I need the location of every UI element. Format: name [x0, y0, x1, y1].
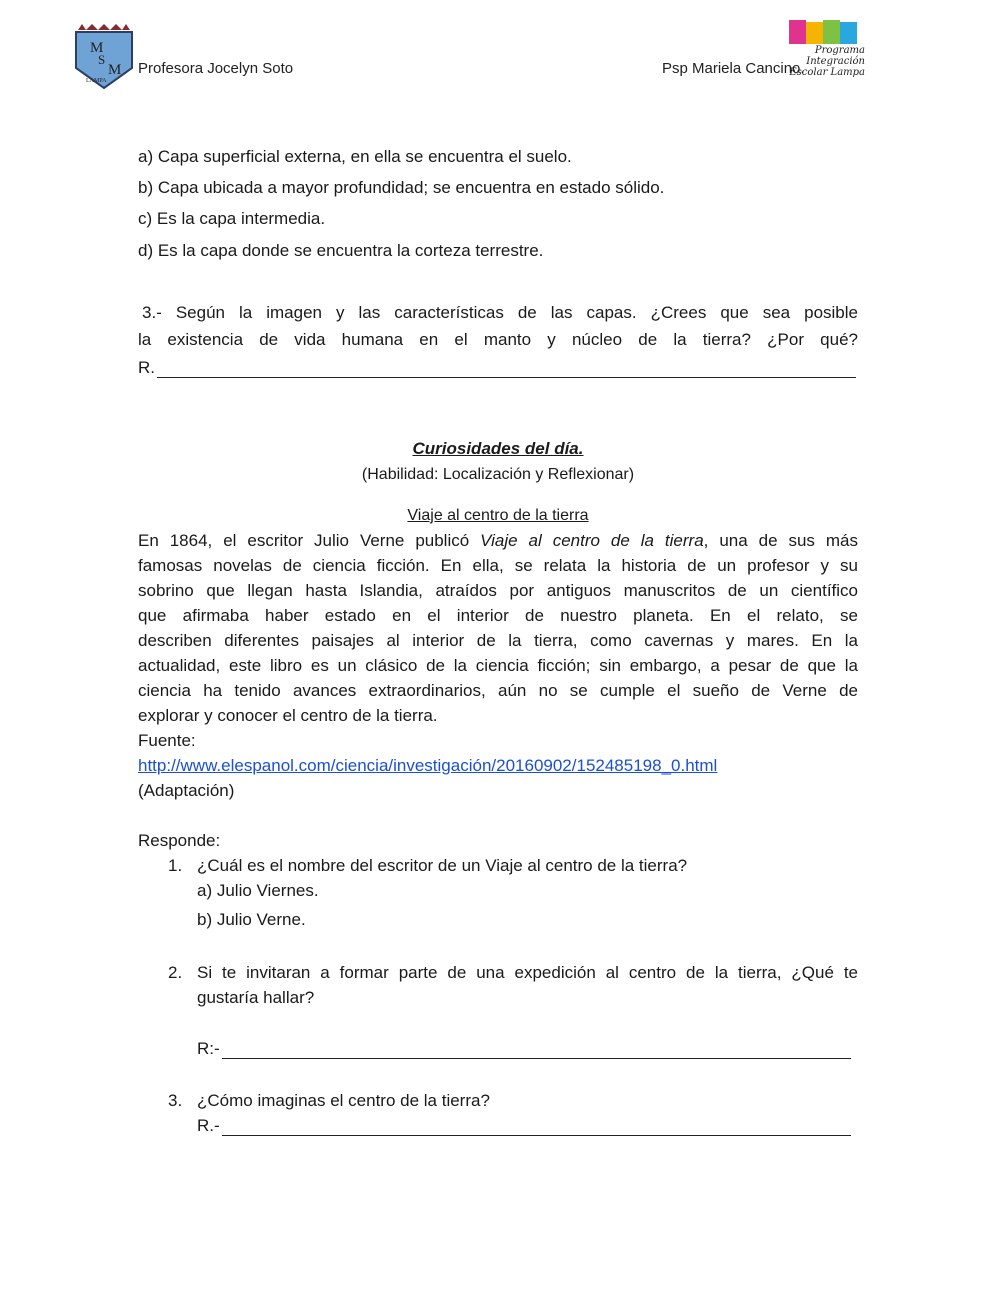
paragraph-line: ciencia ha tenido avances extraordinarios, aún no se cumple el sueño de Verne de: [138, 681, 858, 700]
school-logo: [72, 22, 136, 90]
answer-line: [222, 1044, 851, 1059]
integration-program-logo: [785, 18, 865, 90]
reading-title: Viaje al centro de la tierra: [407, 507, 589, 524]
book-title: Viaje al centro de la tierra: [480, 531, 704, 550]
option-a: a) Capa superficial externa, en ella se encuentra el suelo.: [138, 147, 572, 166]
q1-option-b[interactable]: b) Julio Verne.: [197, 910, 306, 929]
answer-line: [157, 363, 856, 378]
option-d: d) Es la capa donde se encuentra la corteza terrestre.: [138, 241, 544, 260]
answer-label: R:-: [197, 1039, 220, 1058]
integration-program-logo-text: Programa Integración Escolar Lampa: [789, 45, 865, 78]
svg-text:LAMPA: LAMPA: [86, 78, 107, 84]
section-subtitle: (Habilidad: Localización y Reflexionar): [361, 466, 635, 483]
q3-answer-field[interactable]: [197, 1116, 851, 1136]
paragraph-line: famosas novelas de ciencia ficción. En ella, se relata la historia de un profesor y su: [138, 556, 858, 575]
section-title: Curiosidades del día.: [412, 439, 584, 458]
paragraph-line: describen diferentes paisajes al interior de la tierra, como cavernas y mares. En la: [138, 631, 858, 650]
paragraph-line: sobrino que llegan hasta Islandia, atraídos por antiguos manuscritos de un científico: [138, 581, 858, 600]
paragraph-line: explorar y conocer el centro de la tierra.: [138, 706, 438, 725]
q1-option-a[interactable]: a) Julio Viernes.: [197, 881, 319, 900]
question-3-answer-field[interactable]: [138, 358, 856, 378]
svg-text:S: S: [98, 52, 106, 67]
paragraph-text: En 1864, el escritor Julio Verne publicó: [138, 531, 481, 550]
source-label: Fuente:: [138, 731, 196, 750]
q2-line2: gustaría hallar?: [197, 988, 315, 1007]
question-3-line1: 3.- Según la imagen y las características de las capas. ¿Crees que sea posible: [142, 303, 858, 322]
svg-text:M: M: [108, 62, 122, 78]
teacher-name: Profesora Jocelyn Soto: [138, 60, 294, 77]
responde-label: Responde:: [138, 831, 221, 850]
q1-number: 1.: [168, 856, 183, 875]
answer-line: [222, 1121, 851, 1136]
q2-answer-field[interactable]: [197, 1039, 851, 1059]
q1-text: ¿Cuál es el nombre del escritor de un Viaje al centro de la tierra?: [197, 856, 688, 875]
paragraph-line: que afirmaba haber estado en el interior de nuestro planeta. En el relato, se: [138, 606, 858, 625]
answer-label: R.-: [197, 1116, 220, 1135]
q3-text: ¿Cómo imaginas el centro de la tierra?: [197, 1091, 490, 1110]
psp-name: Psp Mariela Cancino.: [662, 60, 805, 77]
answer-label: R.: [138, 358, 155, 377]
question-3-line2: la existencia de vida humana en el manto y núcleo de la tierra? ¿Por qué?: [138, 330, 858, 349]
paragraph-line: actualidad, este libro es un clásico de la ciencia ficción; sin embargo, a pesar de que la: [138, 656, 858, 675]
paragraph-line: [138, 531, 858, 551]
source-link[interactable]: http://www.elespanol.com/ciencia/investigación/20160902/152485198_0.html: [138, 756, 718, 775]
q3-number: 3.: [168, 1091, 183, 1110]
option-b: b) Capa ubicada a mayor profundidad; se encuentra en estado sólido.: [138, 178, 665, 197]
adaptation-note: (Adaptación): [138, 781, 235, 800]
q2-line1: Si te invitaran a formar parte de una expedición al centro de la tierra, ¿Qué te: [197, 963, 858, 982]
q2-number: 2.: [168, 963, 183, 982]
paragraph-text: , una de sus más: [703, 531, 858, 550]
option-c: c) Es la capa intermedia.: [138, 209, 326, 228]
svg-text:M: M: [90, 40, 104, 56]
